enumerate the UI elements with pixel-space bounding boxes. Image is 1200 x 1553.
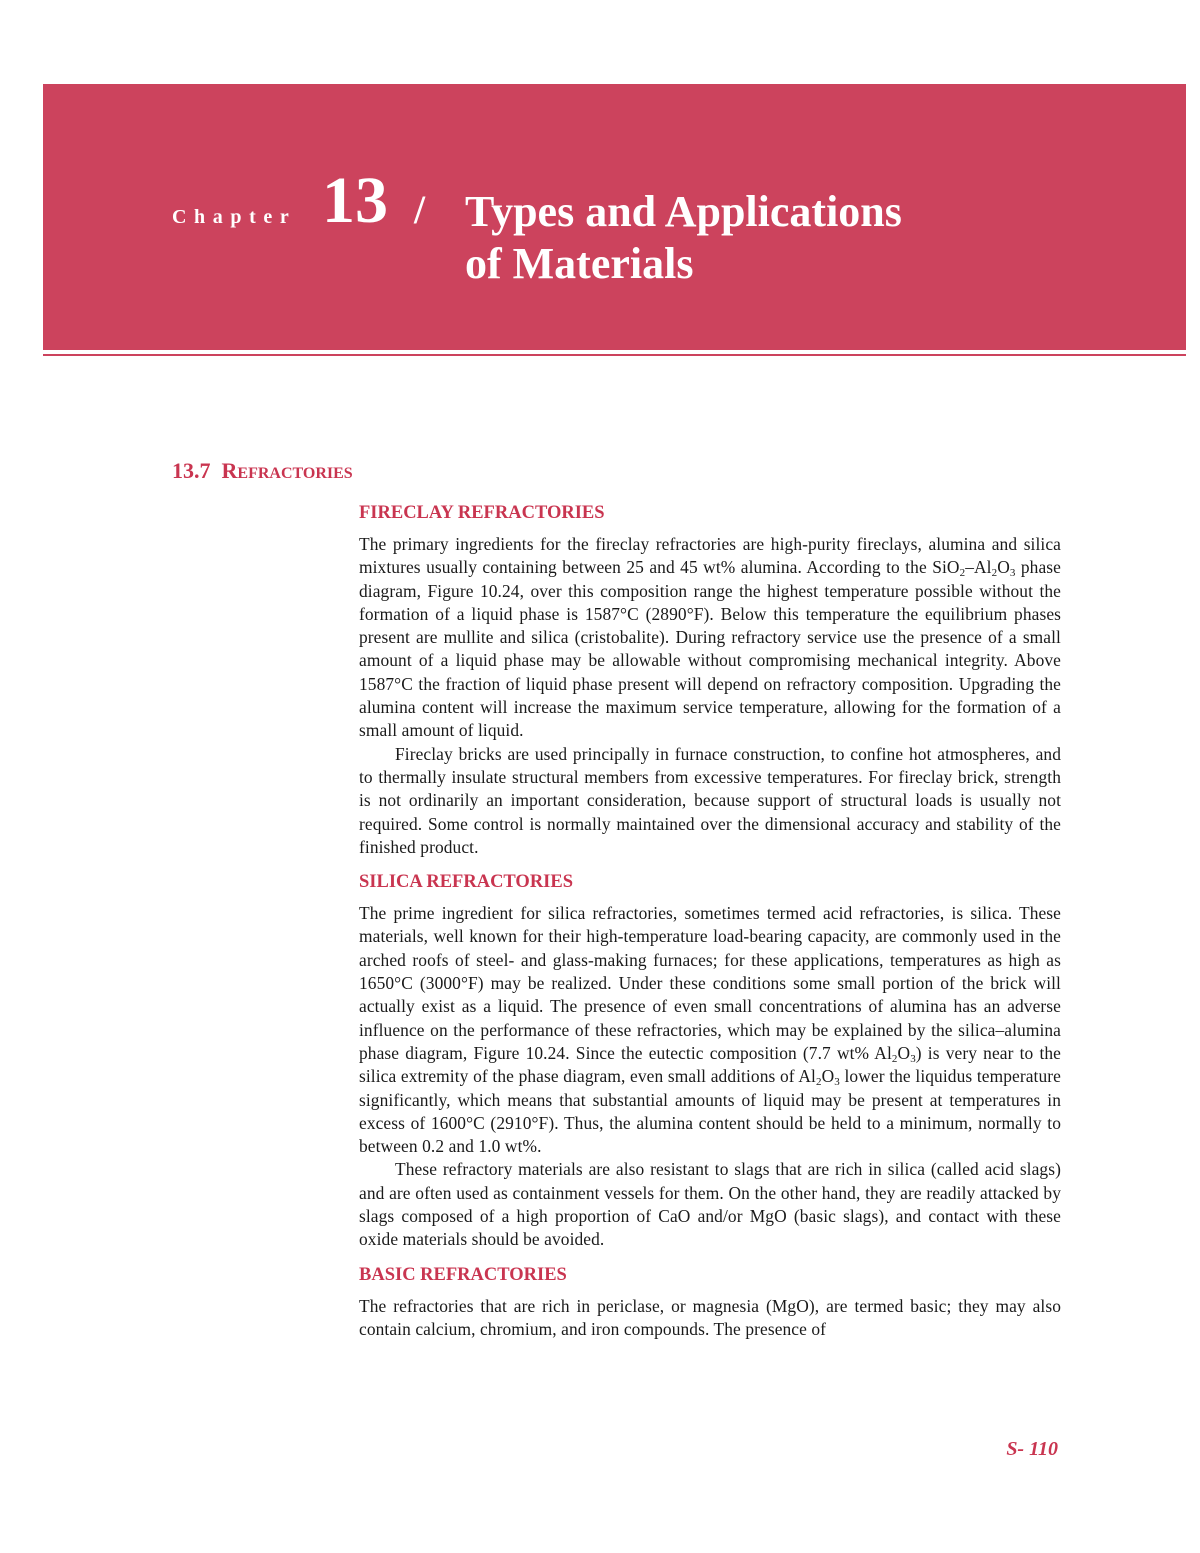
text-run: O [997,557,1010,578]
section-number: 13.7 [172,458,211,483]
chapter-label: Chapter [172,206,297,228]
paragraph-fireclay-2: Fireclay bricks are used principally in furnace construction, to confine hot atmospheres, and to thermally insulate structural members from excessive temperatures. For fireclay brick, strength is not ordinarily an important consideration, because support of structural loads is usually not required. Some control is normally maintained over the dimensional accuracy and stability of the finished product. [359,743,1061,857]
chapter-separator: / [414,187,426,232]
text-run: –Al [965,557,992,578]
text-run: lower the liquidus temperature significantly, which means that substantial amounts of liquid may be present at temperatures in excess of 1600°C (2910°F). Thus, the alumina content should be held to a minimum, normally to between 0.2 and 1.0 wt%. [359,1066,1061,1157]
subscript: 2 [959,567,966,580]
subscript: 3 [834,1076,840,1089]
paragraph-fireclay-1 [359,533,1061,743]
body-content [359,500,1061,1341]
chapter-title [465,186,902,290]
paragraph-basic-1: The refractories that are rich in periclase, or magnesia (MgO), are termed basic; they may also contain calcium, chromium, and iron compounds. The presence of [359,1295,1061,1339]
subsection-heading-basic: BASIC REFRACTORIES [359,1264,567,1285]
text-run: O [821,1066,835,1087]
subscript: 3 [1009,567,1016,580]
section-heading [172,458,353,484]
subscript: 3 [910,1052,916,1065]
text-run: The prime ingredient for silica refractories, sometimes termed acid refractories, is silica. These materials, well known for their high-temperature load-bearing capacity, are commonly used in the arched roofs of steel- and glass-making furnaces; for these applications, temperatures as high as 1650°C (3000°F) may be realized. Under these conditions some small portion of the brick will actually exist as a liquid. The presence of even small concentrations of alumina has an adverse influence on the performance of these refractories, which may be explained by the silica–alumina phase diagram, Figure 10.24. Since the eutectic composition (7.7 wt% Al [359,903,1061,1063]
subscript: 2 [815,1076,822,1089]
chapter-title-line-2: of Materials [465,239,694,288]
section-title-initial: R [221,458,238,483]
section-title-rest: EFRACTORIES [237,465,353,482]
paragraph-silica-1 [359,902,1061,1158]
subsection-heading-fireclay: FIRECLAY REFRACTORIES [359,503,605,523]
page-number: S- 110 [1006,1438,1058,1460]
subscript: 2 [891,1052,898,1065]
paragraph-silica-2: These refractory materials are also resistant to slags that are rich in silica (called acid slags) and are often used as containment vessels for them. On the other hand, they are readily attacked by slags composed of a high proportion of CaO and/or MgO (basic slags), and contact with these oxide materials should be avoided. [359,1159,1061,1250]
banner-underline [43,354,1186,356]
text-run: ) is very near to the silica extremity of the phase diagram, even small additions of Al [359,1042,1061,1087]
text-run: O [897,1042,911,1063]
text-run: phase diagram, Figure 10.24, over this composition range the highest temperature possible without the formation of a liquid phase is 1587°C (2890°F). Below this temperature the equilibrium phases present are mullite and silica (cristobalite). During refractory service use the presence of a small amount of a liquid phase may be allowable without compromising mechanical integrity. Above 1587°C the fraction of liquid phase present will depend on refractory composition. Upgrading the alumina content will increase the maximum service temperature, allowing for the formation of a small amount of liquid. [359,557,1061,741]
text-run: The primary ingredients for the fireclay refractories are high-purity fireclays, alumina and silica mixtures usually containing between 25 and 45 wt% alumina. According to the SiO [359,534,1061,578]
subsection-heading-silica: SILICA REFRACTORIES [359,872,574,893]
subscript: 2 [991,567,998,580]
chapter-title-line-1: Types and Applications [465,187,902,236]
chapter-number: 13 [322,164,388,237]
